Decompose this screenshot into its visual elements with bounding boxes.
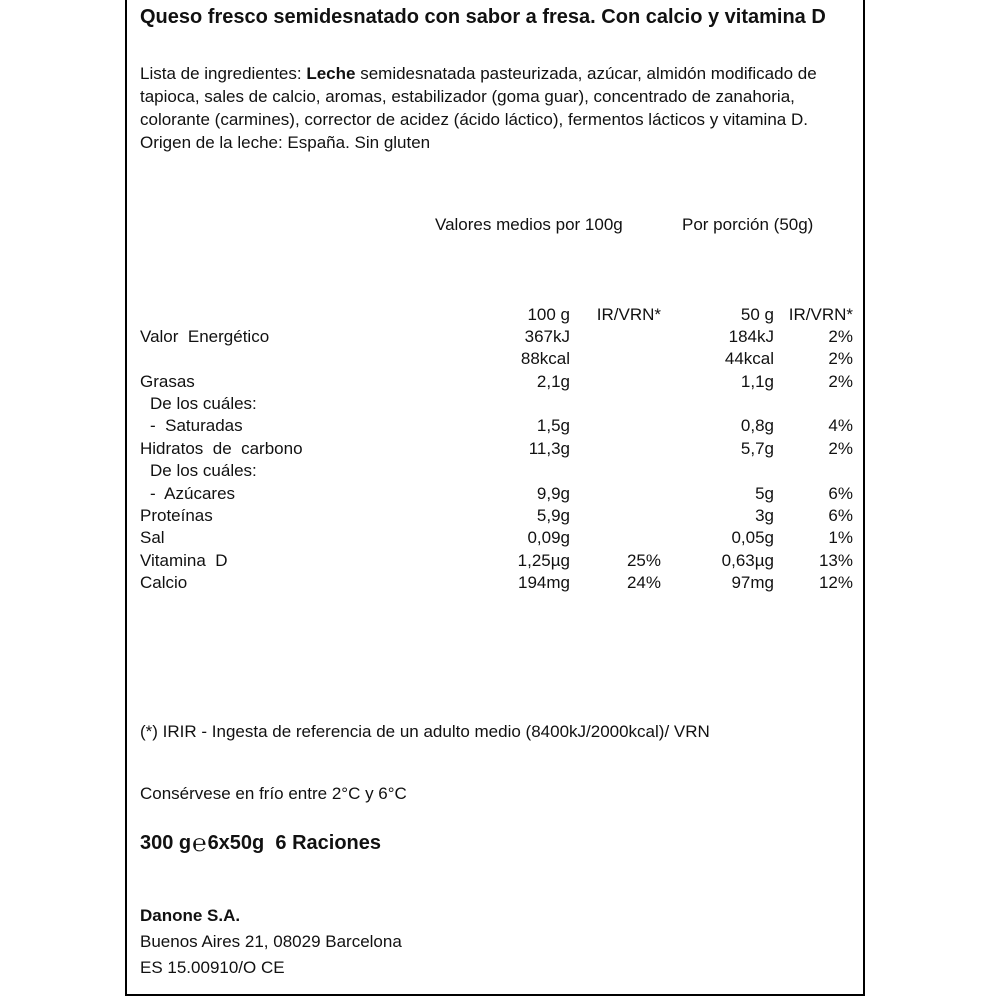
- row-value-50g: 0,05g: [731, 528, 774, 547]
- servings-count: 6 Raciones: [275, 832, 382, 854]
- row-label: De los cuáles:: [150, 461, 257, 480]
- row-value-100g: 0,09g: [527, 528, 570, 547]
- ingredients-rest: semidesnatada pasteurizada, azúcar, almidón modificado de tapioca, sales de calcio, aromas, estabilizador (goma guar), concentrado de zanahoria, colorante (carmines), corrector de acidez (ácido láctico), fermentos lácticos y vitamina D. Origen de la leche: España. Sin gluten: [140, 64, 817, 152]
- table-row: [0, 528, 1000, 550]
- row-ir-50g: 2%: [828, 349, 853, 368]
- row-value-50g: 44kcal: [724, 349, 774, 368]
- col-ir-100g: IR/VRN*: [596, 305, 661, 324]
- row-value-100g: 9,9g: [536, 484, 570, 503]
- table-row: [0, 327, 1000, 349]
- row-value-100g: 88kcal: [520, 349, 570, 368]
- table-column-headers: [0, 305, 1000, 327]
- row-ir-50g: 2%: [828, 327, 853, 346]
- row-value-100g: 367kJ: [524, 327, 570, 346]
- row-label: Sal: [140, 528, 165, 547]
- net-weight: [140, 832, 381, 856]
- table-row: [0, 349, 1000, 371]
- table-row: [0, 484, 1000, 506]
- row-ir-50g: 2%: [828, 439, 853, 458]
- reference-intake-footnote: (*) IRIR - Ingesta de referencia de un adulto medio (8400kJ/2000kcal)/ VRN: [140, 722, 710, 741]
- row-ir-50g: 13%: [818, 551, 853, 570]
- row-label: Grasas: [140, 372, 195, 391]
- row-value-100g: 11,3g: [528, 439, 570, 458]
- health-registration: ES 15.00910/O CE: [140, 958, 285, 977]
- row-label: Vitamina D: [140, 551, 228, 570]
- pack-format: 6x50g: [207, 832, 265, 854]
- ingredients-allergen: Leche: [306, 64, 356, 83]
- row-label: Hidratos de carbono: [140, 439, 303, 458]
- row-label: Valor Energético: [140, 327, 270, 346]
- row-ir-50g: 2%: [828, 372, 853, 391]
- row-ir-50g: 6%: [828, 484, 853, 503]
- row-value-100g: 1,25µg: [517, 551, 570, 570]
- table-row: [0, 461, 1000, 483]
- row-label: Calcio: [140, 573, 188, 592]
- row-value-50g: 97mg: [731, 573, 774, 592]
- row-ir-50g: 6%: [828, 506, 853, 525]
- header-per-portion: Por porción (50g): [682, 215, 814, 234]
- table-row: [0, 551, 1000, 573]
- row-ir-50g: 1%: [828, 528, 853, 547]
- row-ir-100g: 25%: [626, 551, 661, 570]
- company-name: Danone S.A.: [140, 906, 241, 925]
- row-value-50g: 0,8g: [740, 416, 774, 435]
- row-value-50g: 5g: [755, 484, 774, 503]
- table-row: [0, 506, 1000, 528]
- storage-instructions: Consérvese en frío entre 2°C y 6°C: [140, 784, 407, 803]
- row-value-100g: 194mg: [518, 573, 570, 592]
- ingredients-prefix: Lista de ingredientes:: [140, 64, 307, 83]
- estimated-sign-icon: ℮: [192, 830, 207, 857]
- table-row: [0, 416, 1000, 438]
- table-row: [0, 573, 1000, 595]
- row-value-50g: 5,7g: [740, 439, 774, 458]
- row-label: - Saturadas: [150, 416, 243, 435]
- col-50g: 50 g: [740, 305, 774, 324]
- row-value-50g: 3g: [755, 506, 774, 525]
- row-label: De los cuáles:: [150, 394, 257, 413]
- row-ir-50g: 12%: [818, 573, 853, 592]
- col-100g: 100 g: [527, 305, 570, 324]
- company-address: Buenos Aires 21, 08029 Barcelona: [140, 932, 402, 951]
- table-row: [0, 372, 1000, 394]
- row-value-100g: 5,9g: [536, 506, 570, 525]
- row-ir-50g: 4%: [828, 416, 853, 435]
- col-ir-50g: IR/VRN*: [788, 305, 853, 324]
- row-value-50g: 1,1g: [740, 372, 774, 391]
- product-title: Queso fresco semidesnatado con sabor a fresa. Con calcio y vitamina D: [140, 6, 826, 28]
- row-value-50g: 184kJ: [728, 327, 774, 346]
- row-label: - Azúcares: [150, 484, 236, 503]
- table-row: [0, 394, 1000, 416]
- row-value-50g: 0,63µg: [721, 551, 774, 570]
- header-per-100g: Valores medios por 100g: [435, 215, 623, 234]
- row-label: Proteínas: [140, 506, 213, 525]
- net-weight-value: 300 g: [140, 832, 192, 854]
- row-value-100g: 2,1g: [536, 372, 570, 391]
- row-ir-100g: 24%: [626, 573, 661, 592]
- table-row: [0, 439, 1000, 461]
- ingredients-list: [140, 62, 850, 154]
- row-value-100g: 1,5g: [536, 416, 570, 435]
